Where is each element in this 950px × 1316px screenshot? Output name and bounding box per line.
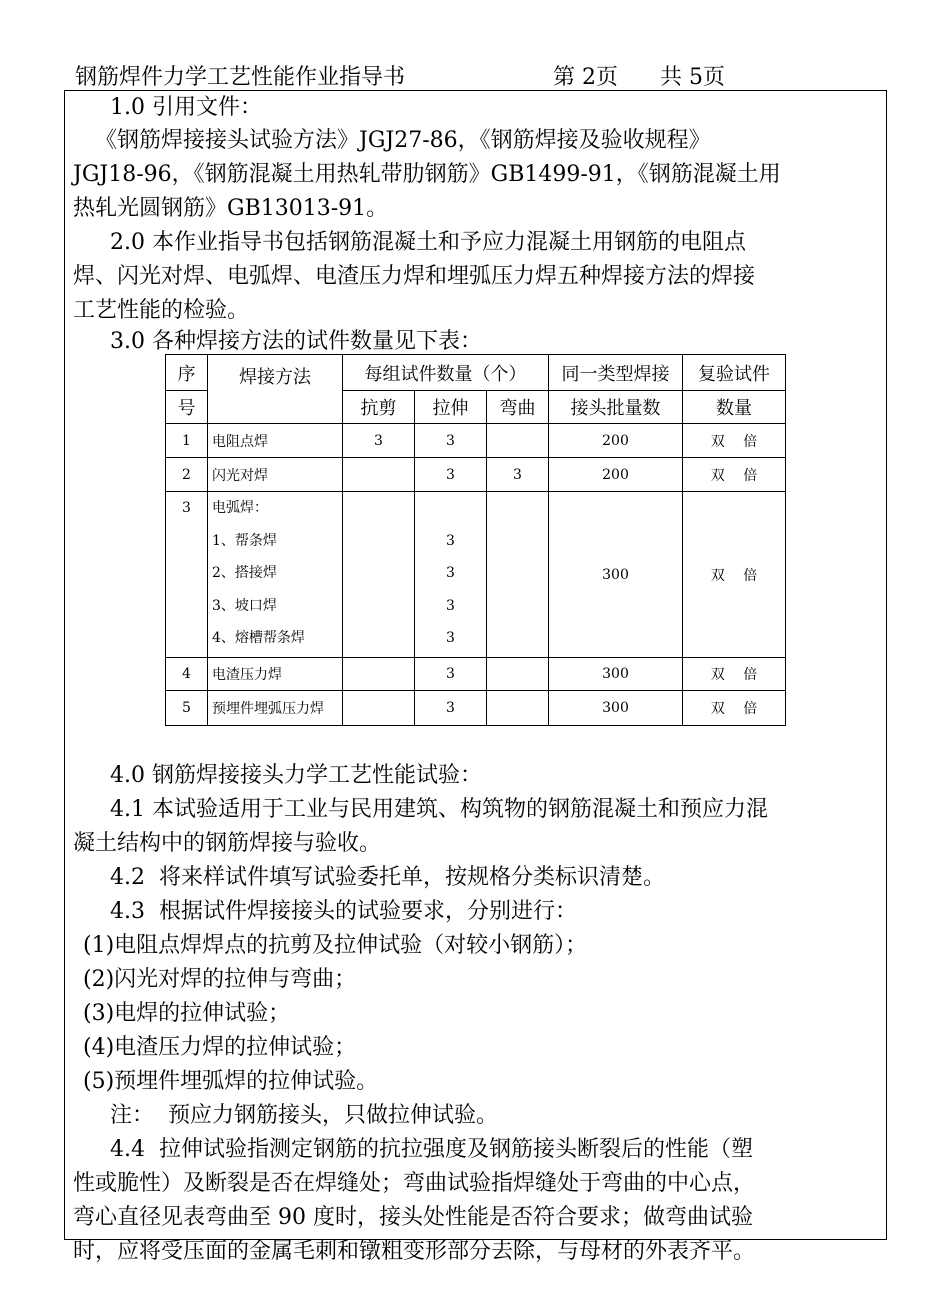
row-5-seq: 5 [166,691,208,726]
section-2-line-1: 2.0 本作业指导书包括钢筋混凝土和予应力混凝土用钢筋的电阻点 [110,230,746,255]
table-row [166,492,786,658]
section-1-line-1: 《钢筋焊接接头试验方法》JGJ27-86，《钢筋焊接及验收规程》 [95,128,711,153]
section-2-line-3: 工艺性能的检验。 [73,298,250,323]
header-retest-1: 复验试件 [683,355,786,391]
header-retest-2: 数量 [683,391,786,424]
section-2-line-2: 焊、闪光对焊、电弧焊、电渣压力焊和埋弧压力焊五种焊接方法的焊接 [73,264,756,289]
row-5-batch: 300 [549,691,683,726]
row-3-seq: 3 [166,492,208,658]
section-4-3: 4.3 根据试件焊接接头的试验要求，分别进行： [110,899,577,924]
note: 注： 预应力钢筋接头，只做拉伸试验。 [110,1103,498,1128]
header-bend: 弯曲 [487,391,549,424]
page-number: 第 2页 [553,65,618,90]
row-2-method: 闪光对焊 [208,458,343,492]
header-shear: 抗剪 [343,391,415,424]
row-4-bend [487,658,549,691]
row-2-tensile: 3 [415,458,487,492]
section-4-4-line-1: 4.4 拉伸试验指测定钢筋的抗拉强度及钢筋接头断裂后的性能（塑 [110,1137,753,1162]
section-4-title: 4.0 钢筋焊接接头力学工艺性能试验： [110,763,482,788]
document-title: 钢筋焊件力学工艺性能作业指导书 [75,65,406,90]
row-2-batch: 200 [549,458,683,492]
row-5-method: 预埋件埋弧压力焊 [208,691,343,726]
section-4-4-line-3: 弯心直径见表弯曲至 90 度时，接头处性能是否符合要求；做弯曲试验 [73,1205,753,1230]
row-4-retest: 双 倍 [683,658,786,691]
row-4-tensile: 3 [415,658,487,691]
test-specimen-table [165,354,786,726]
row-5-bend [487,691,549,726]
content-frame [64,90,887,1264]
list-item: (5)预埋件埋弧焊的拉伸试验。 [83,1069,379,1094]
row-1-seq: 1 [166,424,208,458]
table-row [166,424,786,458]
row-5-retest: 双 倍 [683,691,786,726]
section-1-title: 1.0 引用文件： [110,95,262,120]
list-item: (4)电渣压力焊的拉伸试验； [83,1035,357,1060]
row-2-retest: 双 倍 [683,458,786,492]
row-1-tensile: 3 [415,424,487,458]
header-batch-1: 同一类型焊接 [549,355,683,391]
header-seq: 序 [166,355,208,391]
row-3-tensile: 3 3 3 3 [415,492,487,658]
section-3-title: 3.0 各种焊接方法的试件数量见下表： [110,329,482,354]
table-row [166,458,786,492]
row-1-bend [487,424,549,458]
section-4-1-line-2: 凝土结构中的钢筋焊接与验收。 [73,831,382,856]
section-1-line-3: 热轧光圆钢筋》GB13013-91。 [73,196,389,221]
section-4-4-line-4: 时，应将受压面的金属毛刺和镦粗变形部分去除，与母材的外表齐平。 [73,1239,756,1264]
header-seq-2: 号 [166,391,208,424]
row-4-batch: 300 [549,658,683,691]
row-1-shear: 3 [343,424,415,458]
row-3-bend [487,492,549,658]
page-header [75,60,885,90]
header-method: 焊接方法 [208,355,343,424]
row-3-shear [343,492,415,658]
list-item: (1)电阻点焊焊点的抗剪及拉伸试验（对较小钢筋）； [83,933,588,958]
section-4-2: 4.2 将来样试件填写试验委托单，按规格分类标识清楚。 [110,865,665,890]
header-batch-2: 接头批量数 [549,391,683,424]
row-3-batch: 300 [549,492,683,658]
row-1-method: 电阻点焊 [208,424,343,458]
row-4-shear [343,658,415,691]
row-4-seq: 4 [166,658,208,691]
list-item: (3)电焊的拉伸试验； [83,1001,291,1026]
row-4-method: 电渣压力焊 [208,658,343,691]
row-1-retest: 双 倍 [683,424,786,458]
row-2-seq: 2 [166,458,208,492]
table-header-row-1 [166,355,786,391]
row-2-bend: 3 [487,458,549,492]
row-1-batch: 200 [549,424,683,458]
header-count: 每组试件数量（个） [343,355,549,391]
table-row [166,691,786,726]
section-1-line-2: JGJ18-96，《钢筋混凝土用热轧带肋钢筋》GB1499-91，《钢筋混凝土用 [73,162,781,187]
row-5-tensile: 3 [415,691,487,726]
row-2-shear [343,458,415,492]
list-item: (2)闪光对焊的拉伸与弯曲； [83,967,357,992]
section-4-1-line-1: 4.1 本试验适用于工业与民用建筑、构筑物的钢筋混凝土和预应力混 [110,797,768,822]
section-4-4-line-2: 性或脆性）及断裂是否在焊缝处；弯曲试验指焊缝处于弯曲的中心点， [73,1171,756,1196]
row-3-retest: 双 倍 [683,492,786,658]
header-tensile: 拉伸 [415,391,487,424]
row-5-shear [343,691,415,726]
row-3-method: 电弧焊： 1、帮条焊 2、搭接焊 3、坡口焊 4、熔槽帮条焊 [208,492,343,658]
page-total: 共 5页 [660,65,725,90]
table-row [166,658,786,691]
